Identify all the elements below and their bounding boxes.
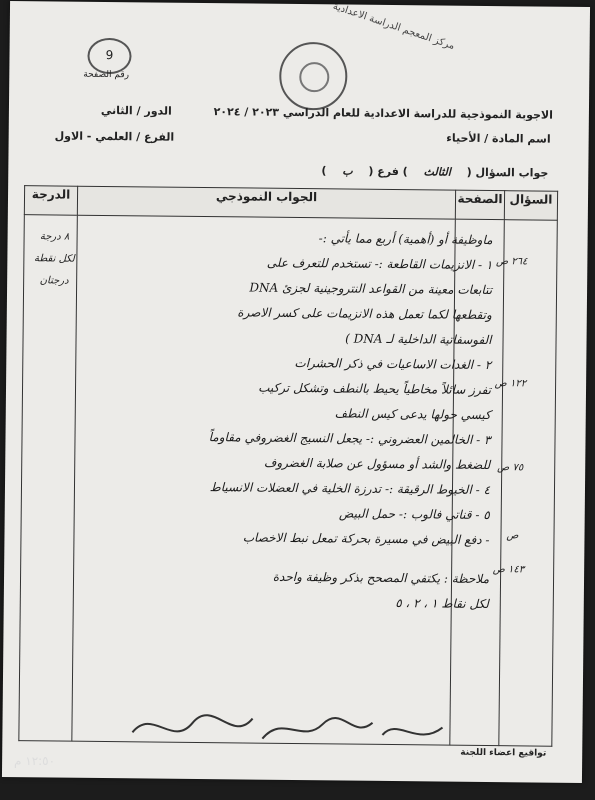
committee-signatures xyxy=(122,702,463,756)
ministry-seal xyxy=(279,42,348,111)
answer-line: تتابعات معينة من القواعد النتروجينية لجزئ DNA xyxy=(249,280,493,298)
answer-text xyxy=(109,224,493,617)
col-page: الصفحة xyxy=(455,190,504,220)
subject-name: اسم المادة / الأحياء xyxy=(446,131,551,146)
question-label: جواب السؤال ( xyxy=(466,165,549,180)
col-question: السؤال xyxy=(504,191,557,221)
answer-line: - دفع البيض في مسيرة بحركة تمعل نبط الاخصاب xyxy=(242,530,490,548)
answer-line: وتقطعها لكما تعمل هذه الانزيمات على كسر الاصرة xyxy=(237,305,492,323)
exam-round: الدور / الثاني xyxy=(100,103,172,118)
page-number: 9 xyxy=(87,38,131,74)
page-ref: ٢٦٤ ص xyxy=(495,256,528,268)
grade-line: لكل نقطة xyxy=(33,253,75,265)
signature-label: تواقيع اعضاء اللجنة xyxy=(460,747,547,759)
answer-line: الفوسفاتية الداخلية لـ DNA ) xyxy=(345,331,492,348)
seal-text: مركز المعجم الدراسة الاعدادية xyxy=(331,0,456,53)
page-number-label: رقم الصفحة xyxy=(83,69,130,81)
status-time: ١٢:٥٠ م xyxy=(14,754,56,768)
question-value: الثالث xyxy=(423,165,451,179)
col-answer: الجواب النموذجي xyxy=(77,186,455,219)
page-ref: ١٢٢ ص xyxy=(494,378,527,390)
branch-value: ب xyxy=(342,164,353,178)
answer-line: ٥ - قناتي فالوب :- حمل البيض xyxy=(338,506,490,523)
question-line xyxy=(315,164,554,180)
page-ref: ٧٥ ص xyxy=(497,462,524,474)
page-ref: ص xyxy=(506,530,519,542)
answer-line: ٤ - الخيوط الرقيقة :- تدرزة الخلية في العضلات الانسياط xyxy=(209,480,491,498)
grade-notes xyxy=(33,226,76,292)
answer-line: ١ - الانزيمات القاطعة :- تستخدم للتعرف على xyxy=(266,255,493,273)
branch-name: الفرع / العلمي - الاول xyxy=(54,129,175,144)
points-note: لكل نقاط ١ ، ٢ ، ٥ xyxy=(395,596,489,612)
col-grade: الدرجة xyxy=(24,186,77,216)
note: ملاحظة : يكتفي المصحح بذكر وظيفة واحدة xyxy=(272,569,490,587)
answer-line: ماوظيفة أو (أهمية) أربع مما يأتي :- xyxy=(318,231,493,248)
grade-line: درجتان xyxy=(39,275,69,287)
close-paren: ) xyxy=(321,164,327,178)
question-cell xyxy=(499,220,558,747)
grade-line: ٨ درجة xyxy=(39,231,70,243)
branch-label: ) فرع ( xyxy=(368,164,408,179)
sheet-title: الاجوبة النموذجية للدراسة الاعدادية للعام الدراسي ٢٠٢٣ / ٢٠٢٤ xyxy=(213,105,553,122)
answer-sheet xyxy=(2,1,590,783)
answer-line: كيسي حولها يدعى كيس النطف xyxy=(334,406,491,423)
answer-line: للضغط والشد أو مسؤول عن صلابة الغضروف xyxy=(263,455,491,473)
answer-line: ٢ - الغدات الاساعيات في ذكر الحشرات xyxy=(294,355,492,373)
page-ref: ١٤٣ ص xyxy=(492,564,525,576)
grade-cell xyxy=(19,215,78,742)
answer-line: ٣ - الخالمين العضروني :- يجعل النسيج الغضروفي مقاوماً xyxy=(208,430,491,448)
answer-line: تفرز سائلاً مخاطياً يحيط بالنطف وتشكل تركيب xyxy=(258,380,492,398)
